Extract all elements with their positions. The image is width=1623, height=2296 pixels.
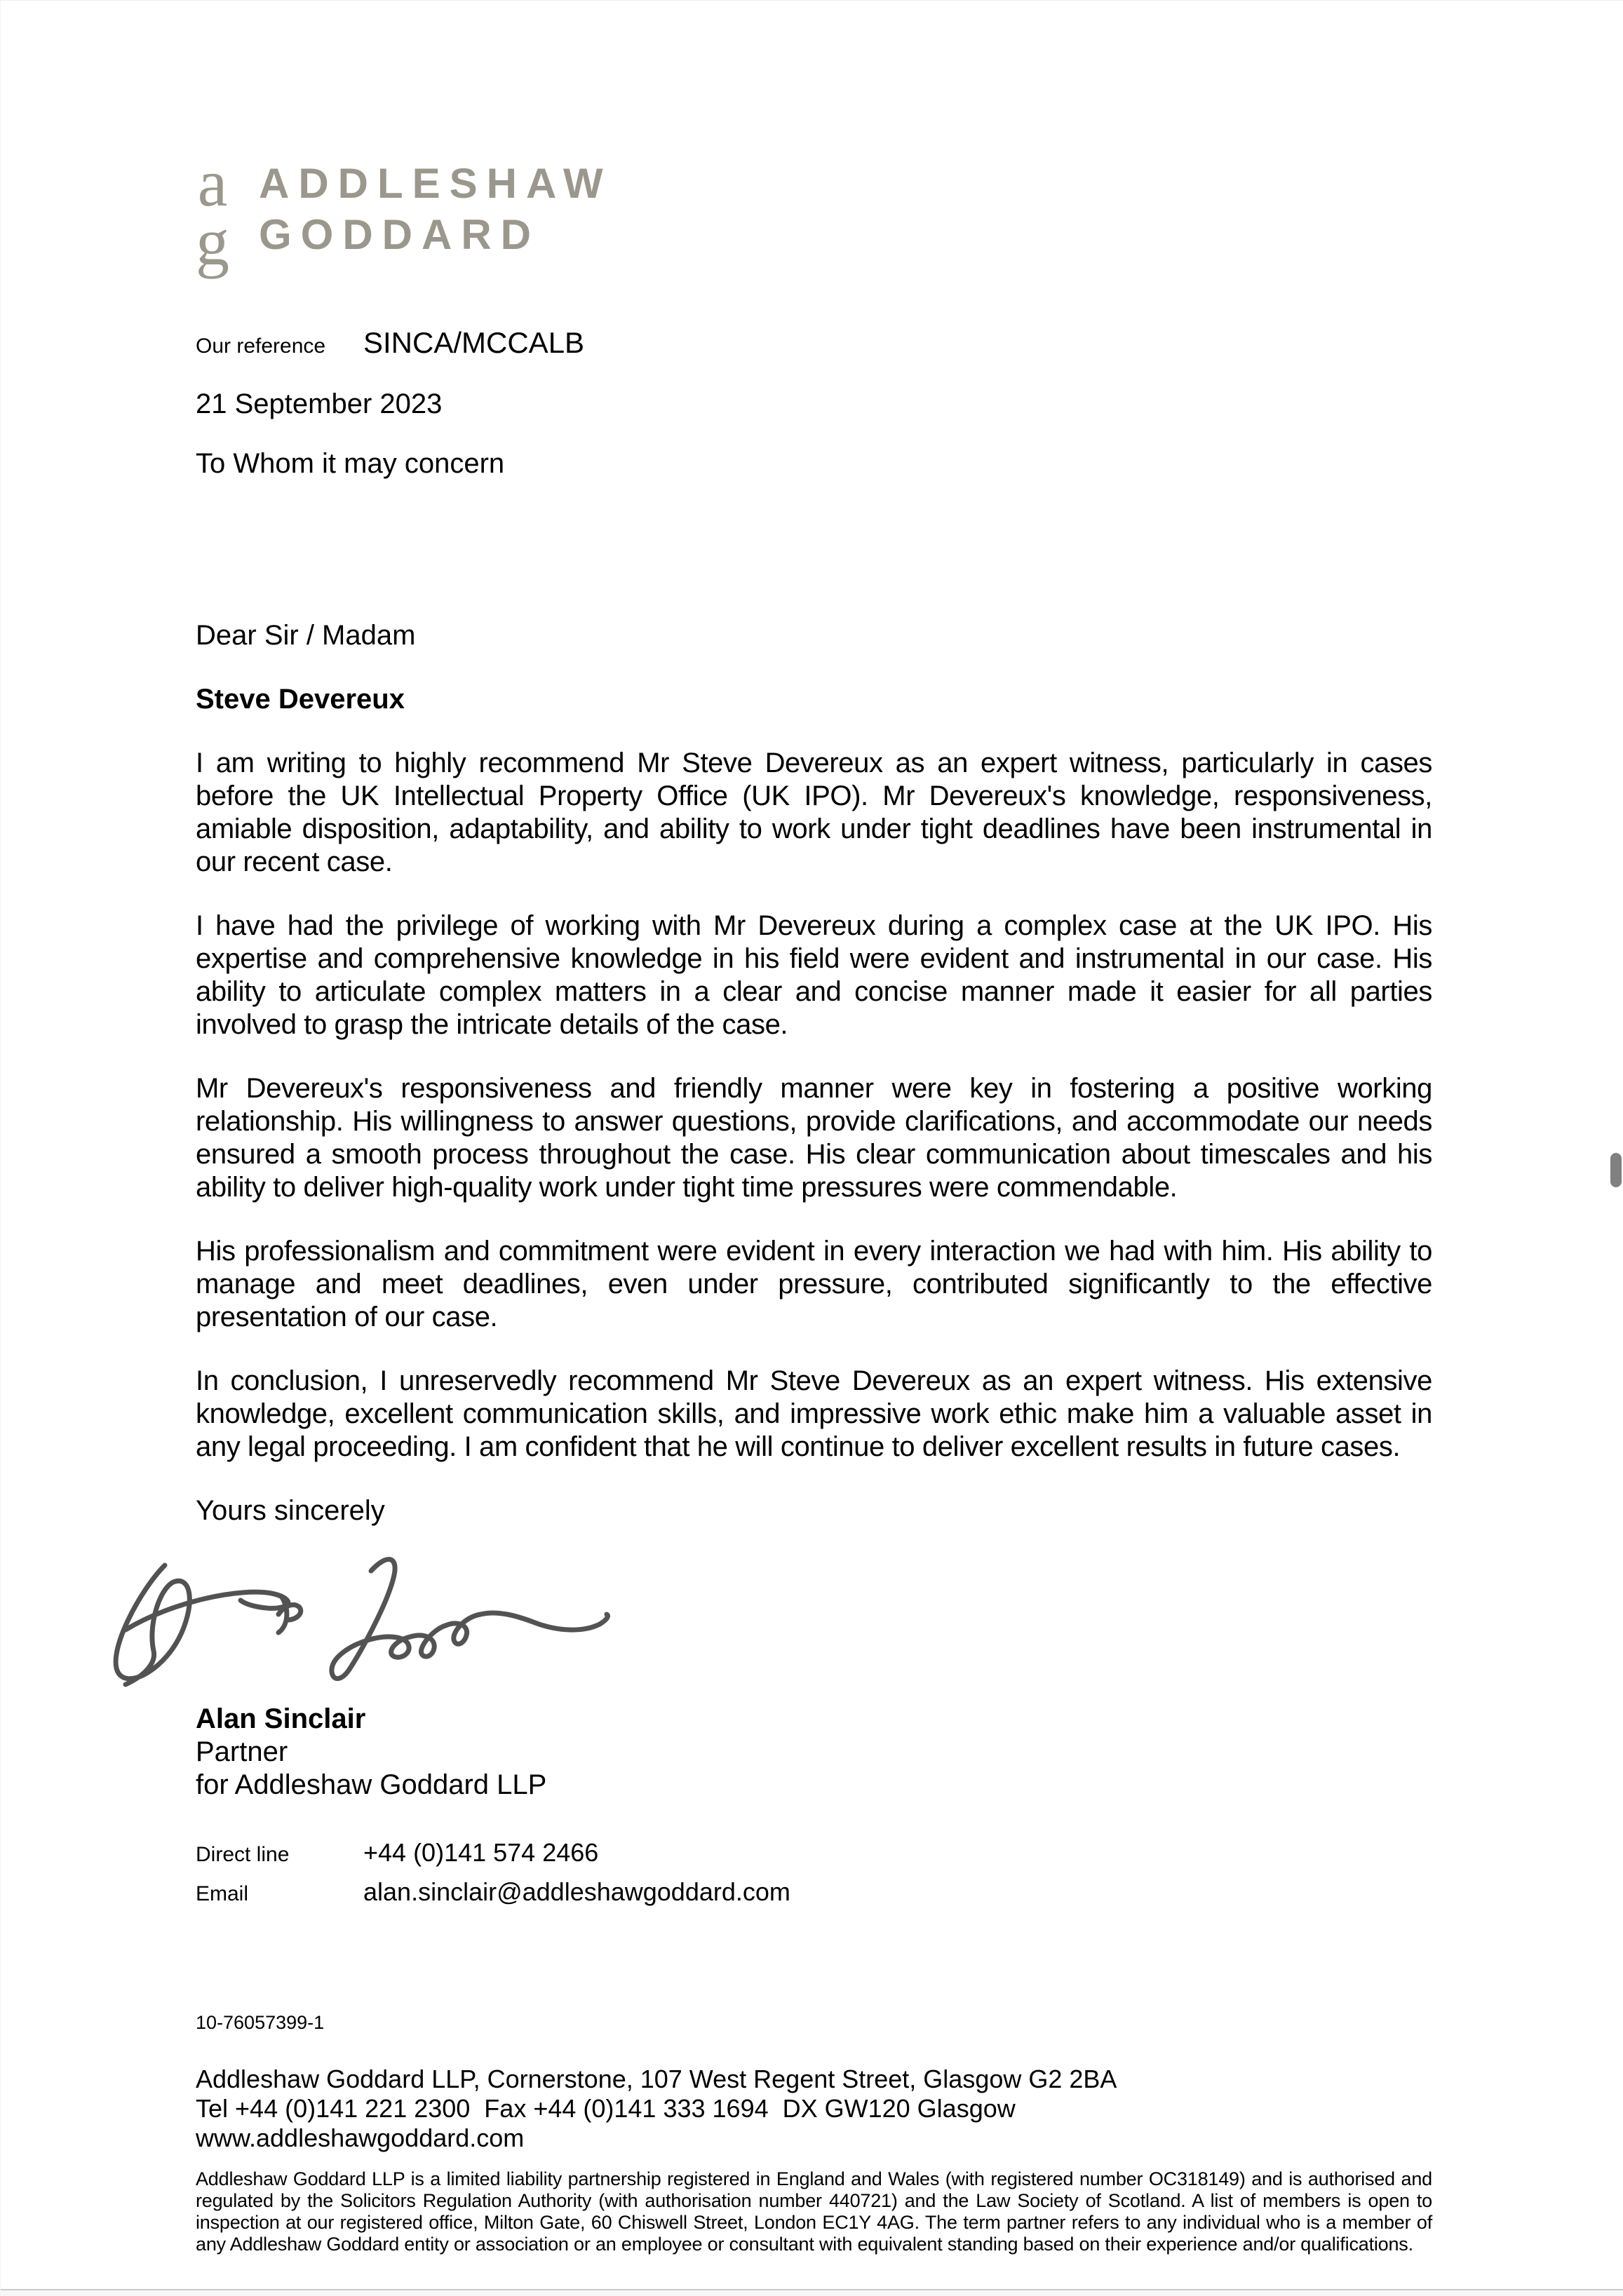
reference-label: Our reference xyxy=(196,335,326,358)
paragraph-4: His professionalism and commitment were evident in every interaction we had with him. His ability to manage and meet deadlines, even under pressure, contributed significantly to the effective presentation of our case. xyxy=(196,1236,1432,1332)
valediction: Yours sincerely xyxy=(196,1495,385,1526)
firm-address-block xyxy=(196,2065,1432,2153)
document-reference: 10-76057399-1 xyxy=(196,2012,325,2033)
firm-address: Addleshaw Goddard LLP, Cornerstone, 107 West Regent Street, Glasgow G2 2BA xyxy=(196,2065,1117,2093)
reference-row xyxy=(196,326,1432,360)
firm-tel-fax: Tel +44 (0)141 221 2300 Fax +44 (0)141 333 1694 DX GW120 Glasgow xyxy=(196,2094,1016,2123)
signatory-firm: for Addleshaw Goddard LLP xyxy=(196,1769,547,1800)
signatory-name: Alan Sinclair xyxy=(196,1703,366,1734)
letter-body xyxy=(196,747,1432,1464)
paragraph-5: In conclusion, I unreservedly recommend Mr Steve Devereux as an expert witness. His extensive knowledge, excellent communication skills, and impressive work ethic make him a valuable asset in any legal proceeding. I am confident that he will continue to deliver excellent results in future cases. xyxy=(196,1365,1432,1462)
subject-line: Steve Devereux xyxy=(196,684,405,715)
monogram-a: a xyxy=(197,145,228,220)
direct-line-label: Direct line xyxy=(196,1843,290,1866)
company-name xyxy=(259,154,612,260)
paragraph-1: I am writing to highly recommend Mr Steve Devereux as an expert witness, particularly in cases before the UK Intellectual Property Office (UK IPO). Mr Devereux's knowledge, responsiveness, amiable disposition, adaptability, and ability to work under tight deadlines have been instrumental in our recent case. xyxy=(196,748,1432,877)
contact-block xyxy=(196,1838,1432,1907)
email-value: alan.sinclair@addleshawgoddard.com xyxy=(363,1877,790,1906)
firm-website: www.addleshawgoddard.com xyxy=(196,2123,525,2152)
signatory-role: Partner xyxy=(196,1736,288,1767)
contact-row-direct-line xyxy=(196,1838,1432,1868)
contact-row-email xyxy=(196,1877,1432,1907)
paragraph-2: I have had the privilege of working with Mr Devereux during a complex case at the UK IPO. His expertise and comprehensive knowledge in his field were evident and instrumental in our case. His ability to articulate complex matters in a clear and concise manner made it easier for all parties involved to grasp the intricate details of the case. xyxy=(196,910,1432,1040)
direct-line-value: +44 (0)141 574 2466 xyxy=(363,1838,599,1867)
signature-image xyxy=(97,1547,1432,1696)
paragraph-3: Mr Devereux's responsiveness and friendly manner were key in fostering a positive working relationship. His willingness to answer questions, provide clarifications, and accommodate our needs ensured a smooth process throughout the case. His clear communication about timescales and his ability to deliver high-quality work under tight time pressures were commendable. xyxy=(196,1073,1432,1203)
reference-value: SINCA/MCCALB xyxy=(363,326,585,359)
monogram-g: g xyxy=(196,204,229,279)
company-name-line1: ADDLESHAW xyxy=(259,160,612,207)
email-label: Email xyxy=(196,1882,249,1905)
letter-content xyxy=(1,1,1623,2255)
legal-disclaimer: Addleshaw Goddard LLP is a limited liability partnership registered in England and Wales (with registered number OC318149) and is authorised and regulated by the Solicitors Regulation Authority (with authorisation number 440721) and the Law Society of Scotland. A list of members is open to inspection at our registered office, Milton Gate, 60 Chiswell Street, London EC1Y 4AG. The term partner refers to any individual who is a member of any Addleshaw Goddard entity or association or an employee or consultant with equivalent standing based on their experience and/or qualifications. xyxy=(196,2168,1432,2255)
viewport-bottom-strip xyxy=(1,2290,1623,2296)
company-logo xyxy=(196,145,1432,279)
signatory-block xyxy=(196,1703,1432,1802)
letter-date: 21 September 2023 xyxy=(196,389,443,419)
salutation: Dear Sir / Madam xyxy=(196,620,416,651)
vertical-scrollbar-thumb[interactable] xyxy=(1610,1153,1622,1187)
recipient-line: To Whom it may concern xyxy=(196,448,505,479)
addleshaw-goddard-monogram-icon xyxy=(196,145,229,279)
company-name-line2: GODDARD xyxy=(259,211,540,258)
